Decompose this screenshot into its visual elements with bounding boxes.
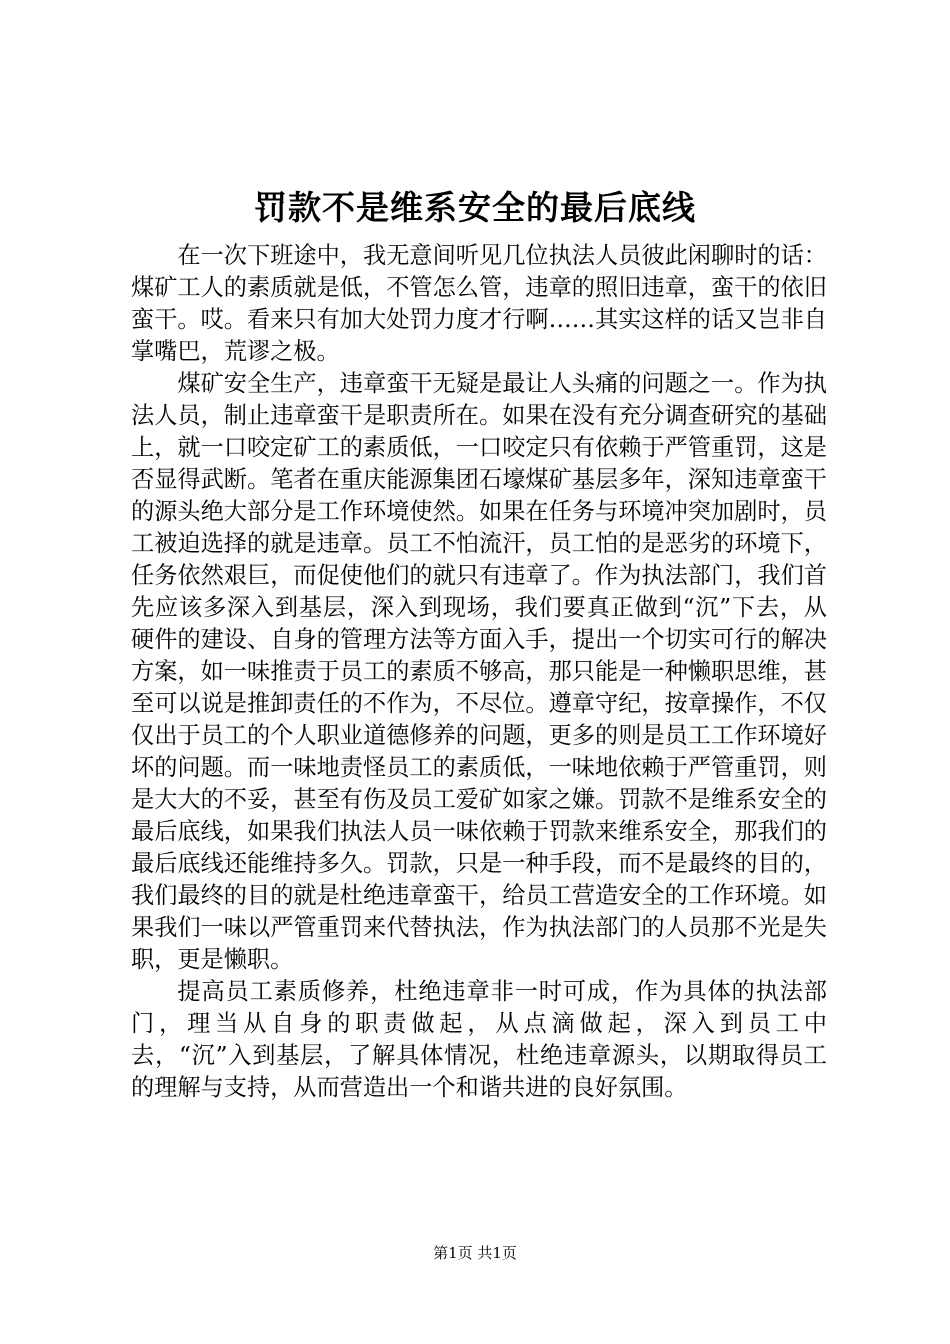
paragraph-2: 煤矿安全生产，违章蛮干无疑是最让人头痛的问题之一。作为执法人员，制止违章蛮干是职责所在。如果在没有充分调查研究的基础上，就一口咬定矿工的素质低，一口咬定只有依赖于严管重罚，这是否显得武断。笔者在重庆能源集团石壕煤矿基层多年，深知违章蛮干的源头绝大部分是工作环境使然。如果在任务与环境冲突加剧时，员工被迫选择的就是违章。员工不怕流汗，员工怕的是恶劣的环境下，任务依然艰巨，而促使他们的就只有违章了。作为执法部门，我们首先应该多深入到基层，深入到现场，我们要真正做到“沉”下去，从硬件的建设、自身的管理方法等方面入手，提出一个切实可行的解决方案，如一味推责于员工的素质不够高，那只能是一种懒职思维，甚至可以说是推卸责任的不作为，不尽位。遵章守纪，按章操作，不仅仅出于员工的个人职业道德修养的问题，更多的则是员工工作环境好坏的问题。而一味地责怪员工的素质低，一味地依赖于严管重罚，则是大大的不妥，甚至有伤及员工爱矿如家之嫌。罚款不是维系安全的最后底线，如果我们执法人员一味依赖于罚款来维系安全，那我们的最后底线还能维持多久。罚款，只是一种手段，而不是最终的目的，我们最终的目的就是杜绝违章蛮干，给员工营造安全的工作环境。如果我们一味以严管重罚来代替执法，作为执法部门的人员那不光是失职，更是懒职。: [131, 370, 827, 973]
document-body: [131, 240, 827, 1104]
paragraph-1: 在一次下班途中，我无意间听见几位执法人员彼此闲聊时的话：煤矿工人的素质就是低，不管怎么管，违章的照旧违章，蛮干的依旧蛮干。哎。看来只有加大处罚力度才行啊……其实这样的话又岂非自掌嘴巴，荒谬之极。: [131, 242, 827, 365]
document-title: 罚款不是维系安全的最后底线: [254, 188, 696, 227]
paragraph-3: 提高员工素质修养，杜绝违章非一时可成，作为具体的执法部门，理当从自身的职责做起，从点滴做起，深入到员工中去，“沉”入到基层，了解具体情况，杜绝违章源头，以期取得员工的理解与支持，从而营造出一个和谐共进的良好氛围。: [131, 978, 827, 1101]
page-footer: 第1页 共1页: [433, 1244, 517, 1262]
